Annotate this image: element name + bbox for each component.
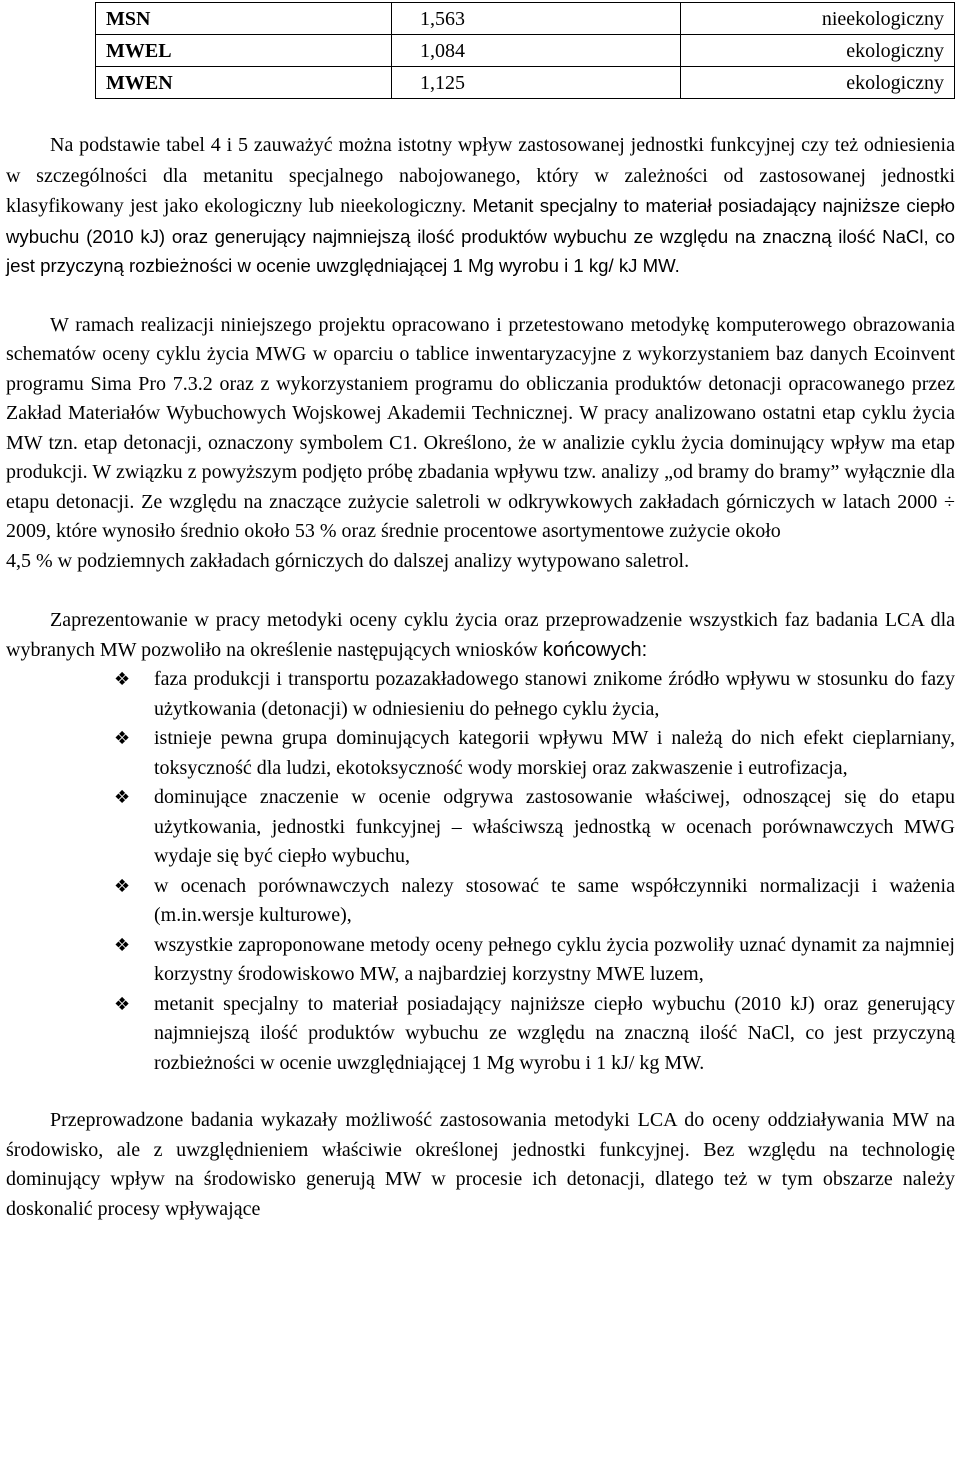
paragraph-methodology: W ramach realizacji niniejszego projektu opracowano i przetestowano metodykę komputerowego obrazowania schematów oceny cyklu życia MWG w oparciu o tablice inwentaryzacyjne z wykorzystaniem baz danych Ecoinvent programu Sima Pro 7.3.2 oraz z wykorzystaniem programu do obliczania produktów detonacji opracowanego przez Zakład Materiałów Wybuchowych Wojskowej Akademii Technicznej. W pracy analizowano ostatni etap cyklu życia MW tzn. etap detonacji, oznaczony symbolem C1. Określono, że w analizie cyklu życia dominujący wpływ ma etap produkcji. W związku z powyższym podjęto próbę zbadania wpływu tzw. analizy „od bramy do bramy” wyłącznie dla etapu detonacji. Ze względu na znaczące zużycie saletroli w odkrywkowych zakładach górniczych w latach 2000 ÷ 2009, które wynosiło średnio około 53 % oraz średnie procentowe asortymentowe zużycie około: [6, 313, 955, 542]
paragraph-tables-analysis: [6, 130, 955, 281]
spacer: [6, 1078, 955, 1106]
list-item-text: dominujące znaczenie w ocenie odgrywa zastosowanie właściwej, odnoszącej się do etapu użytkowania, jednostki funkcyjnej – właściwszą jednostką w ocenach porównawczych MWG wydaje się być ciepło wybuchu,: [154, 786, 955, 867]
paragraph-tables-analysis-sans: Metanit specjalny to materiał posiadający najniższe ciepło wybuchu (2010 kJ) oraz generujący najmniejszą ilość produktów wybuchu ze względu na znaczną ilość NaCl, co jest przyczyną rozbieżności w ocenie uwzględniającej 1 Mg wyrobu i 1 kg/ kJ MW.: [6, 195, 956, 276]
results-table: [95, 2, 955, 99]
diamond-bullet-icon: ❖: [114, 993, 131, 1015]
conclusions-list: [6, 665, 955, 1078]
table-row: [96, 67, 955, 99]
spacer: [6, 281, 955, 311]
row-name: MWEN: [96, 67, 392, 99]
list-item-text: metanit specjalny to materiał posiadający najniższe ciepło wybuchu (2010 kJ) oraz generujący najmniejszą ilość produktów wybuchu ze względu na znaczną ilość NaCl, co jest przyczyną rozbieżności w ocenie uwzględniającej 1 Mg wyrobu i 1 kJ/ kg MW.: [154, 992, 955, 1074]
row-classification: nieekologiczny: [681, 3, 955, 35]
list-item-text: wszystkie zaproponowane metody oceny pełnego cyklu życia pozwoliły uznać dynamit za najmniej korzystny środowiskowo MW, a najbardziej korzystny MWE luzem,: [154, 933, 955, 985]
paragraph-methodology-tail: 4,5 % w podziemnych zakładach górniczych do dalszej analizy wytypowano saletrol.: [6, 549, 690, 572]
paragraph-final-findings: Przeprowadzone badania wykazały możliwość zastosowania metodyki LCA do oceny oddziaływania MW na środowisko, ale z uwzględnieniem właściwie określonej jednostki funkcyjnej. Bez względu na technologię dominujący wpływ na środowisko generują MW w procesie ich detonacji, dlatego też w tym obszarze należy doskonalić procesy wpływające: [6, 1109, 955, 1220]
row-value: 1,125: [392, 67, 681, 99]
list-item-text: faza produkcji i transportu pozazakładowego stanowi znikome źródło wpływu w stosunku do fazy użytkowania (detonacji) w odniesieniu do pełnego cyklu życia,: [154, 668, 955, 720]
list-item: [6, 665, 955, 724]
list-item: [6, 931, 955, 990]
spacer: [6, 576, 955, 606]
list-item: [6, 783, 955, 872]
diamond-bullet-icon: ❖: [114, 875, 131, 897]
diamond-bullet-icon: ❖: [114, 669, 131, 690]
conclusions-intro-text: Zaprezentowanie w pracy metodyki oceny cyklu życia oraz przeprowadzenie wszystkich faz badania LCA dla wybranych MW pozwoliło na określenie następujących wniosków: [6, 609, 955, 661]
row-value: 1,563: [392, 3, 681, 35]
diamond-bullet-icon: ❖: [114, 934, 131, 956]
row-name: MWEL: [96, 35, 392, 67]
list-item: [6, 872, 955, 931]
paragraph-tables-analysis-serif: Na podstawie tabel 4 i 5 zauważyć można istotny wpływ zastosowanej jednostki funkcyjnej czy też odniesienia w szczególności dla metanitu specjalnego nabojowanego, który w zależności od zastosowanej jednostki klasyfikowany jest jako ekologiczny lub nieekologiczny.: [6, 134, 955, 217]
row-value: 1,084: [392, 35, 681, 67]
table-row: [96, 3, 955, 35]
row-classification: ekologiczny: [681, 67, 955, 99]
list-item: [6, 990, 955, 1079]
list-item-text: istnieje pewna grupa dominujących kategorii wpływu MW i należą do nich efekt cieplarniany, toksyczność dla ludzi, ekotoksyczność wody morskiej oraz zakwaszenie i eutrofizacja,: [154, 727, 955, 779]
conclusions-intro-tail: końcowych:: [542, 638, 648, 661]
diamond-bullet-icon: ❖: [114, 787, 131, 808]
row-name: MSN: [96, 3, 392, 35]
diamond-bullet-icon: ❖: [114, 728, 131, 749]
list-item-text: w ocenach porównawczych nalezy stosować te same współczynniki normalizacji i ważenia (m.in.wersje kulturowe),: [154, 874, 955, 926]
paragraph-conclusions-intro: [6, 606, 955, 665]
row-classification: ekologiczny: [681, 35, 955, 67]
document-body: [6, 130, 955, 1224]
list-item: [6, 724, 955, 783]
table-row: [96, 35, 955, 67]
